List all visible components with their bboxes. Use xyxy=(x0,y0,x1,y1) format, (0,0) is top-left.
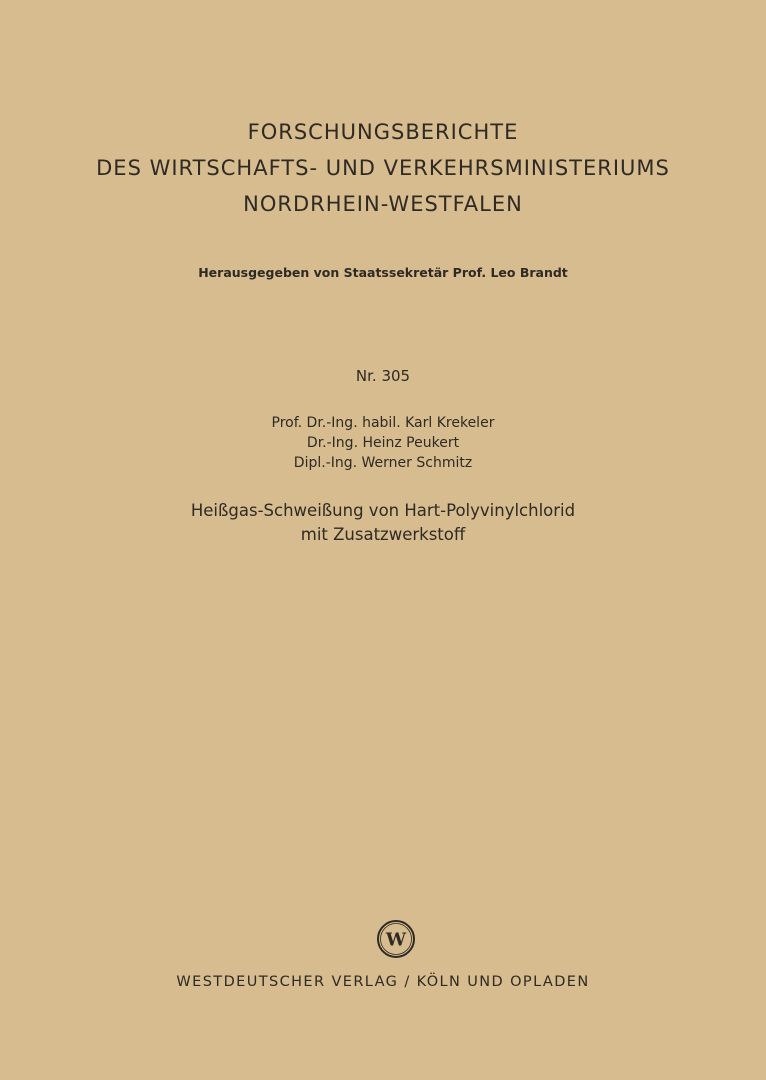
book-title-line-2: mit Zusatzwerkstoff xyxy=(300,525,466,544)
series-title-line-3: NORDRHEIN-WESTFALEN xyxy=(243,192,523,216)
publisher-w-monogram-icon xyxy=(376,919,416,959)
author-2: Dr.-Ing. Heinz Peukert xyxy=(306,435,460,451)
book-title-line-1: Heißgas-Schweißung von Hart-Polyvinylchlorid xyxy=(190,501,576,520)
series-title-line-1: FORSCHUNGSBERICHTE xyxy=(247,120,519,144)
volume-number: Nr. 305 xyxy=(355,367,411,385)
series-title-line-2: DES WIRTSCHAFTS- UND VERKEHRSMINISTERIUMS xyxy=(96,156,670,180)
author-list xyxy=(0,413,766,473)
series-title xyxy=(0,114,766,222)
publisher-imprint: WESTDEUTSCHER VERLAG / KÖLN UND OPLADEN xyxy=(176,974,590,990)
author-3: Dipl.-Ing. Werner Schmitz xyxy=(293,455,473,471)
publisher-w-monogram-letter: W xyxy=(385,929,407,951)
book-title xyxy=(0,499,766,547)
author-1: Prof. Dr.-Ing. habil. Karl Krekeler xyxy=(271,415,495,431)
editor-line: Herausgegeben von Staatssekretär Prof. Leo Brandt xyxy=(198,265,568,280)
